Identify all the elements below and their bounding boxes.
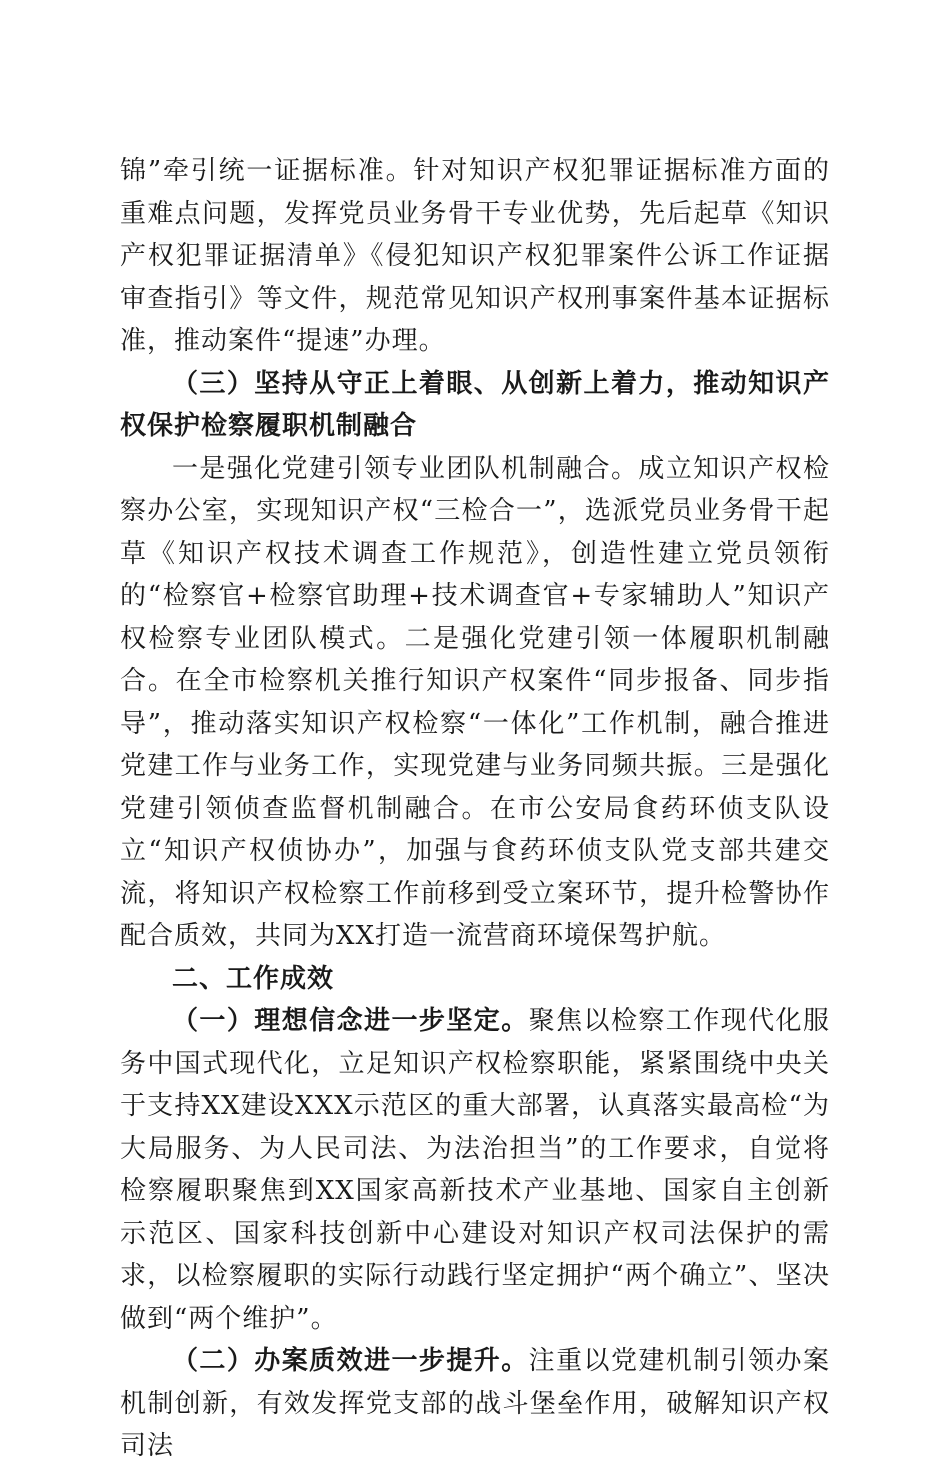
paragraph-case-quality (120, 1340, 830, 1468)
paragraph-body-quality: 注重以党建机制引领办案机制创新，有效发挥党支部的战斗堡垒作用，破解知识产权司法 (120, 1346, 830, 1461)
paragraph-ideals-beliefs (120, 1000, 830, 1340)
paragraph-lead-ideals: （一）理想信念进一步坚定。 (172, 1006, 529, 1036)
paragraph-lead-quality: （二）办案质效进一步提升。 (172, 1346, 529, 1376)
chapter-heading-results: 二、工作成效 (172, 963, 335, 994)
document-body (120, 150, 830, 1468)
paragraph-evidence-standard: 锦”牵引统一证据标准。针对知识产权犯罪证据标准方面的重难点问题，发挥党员业务骨干专业优势，先后起草《知识产权犯罪证据清单》《侵犯知识产权犯罪案件公诉工作证据审查指引》等文件，规范常见知识产权刑事案件基本证据标准，推动案件“提速”办理。 (120, 156, 830, 356)
section-heading-three: （三）坚持从守正上着眼、从创新上着力，推动知识产权保护检察履职机制融合 (120, 368, 830, 441)
paragraph-body-ideals: 聚焦以检察工作现代化服务中国式现代化，立足知识产权检察职能，紧紧围绕中央关于支持XX建设XXX示范区的重大部署，认真落实最高检“为大局服务、为人民司法、为法治担当”的工作要求，自觉将检察履职聚焦到XX国家高新技术产业基地、国家自主创新示范区、国家科技创新中心建设对知识产权司法保护的需求，以检察履职的实际行动践行坚定拥护“两个确立”、坚决做到“两个维护”。 (120, 1006, 830, 1334)
paragraph-mechanism-integration: 一是强化党建引领专业团队机制融合。成立知识产权检察办公室，实现知识产权“三检合一”，选派党员业务骨干起草《知识产权技术调查工作规范》，创造性建立党员领衔的“检察官+检察官助理+技术调查官+专家辅助人”知识产权检察专业团队模式。二是强化党建引领一体履职机制融合。在全市检察机关推行知识产权案件“同步报备、同步指导”，推动落实知识产权检察“一体化”工作机制，融合推进党建工作与业务工作，实现党建与业务同频共振。三是强化党建引领侦查监督机制融合。在市公安局食药环侦支队设立“知识产权侦协办”，加强与食药环侦支队党支部共建交流，将知识产权检察工作前移到受立案环节，提升检警协作配合质效，共同为XX打造一流营商环境保驾护航。 (120, 453, 830, 951)
